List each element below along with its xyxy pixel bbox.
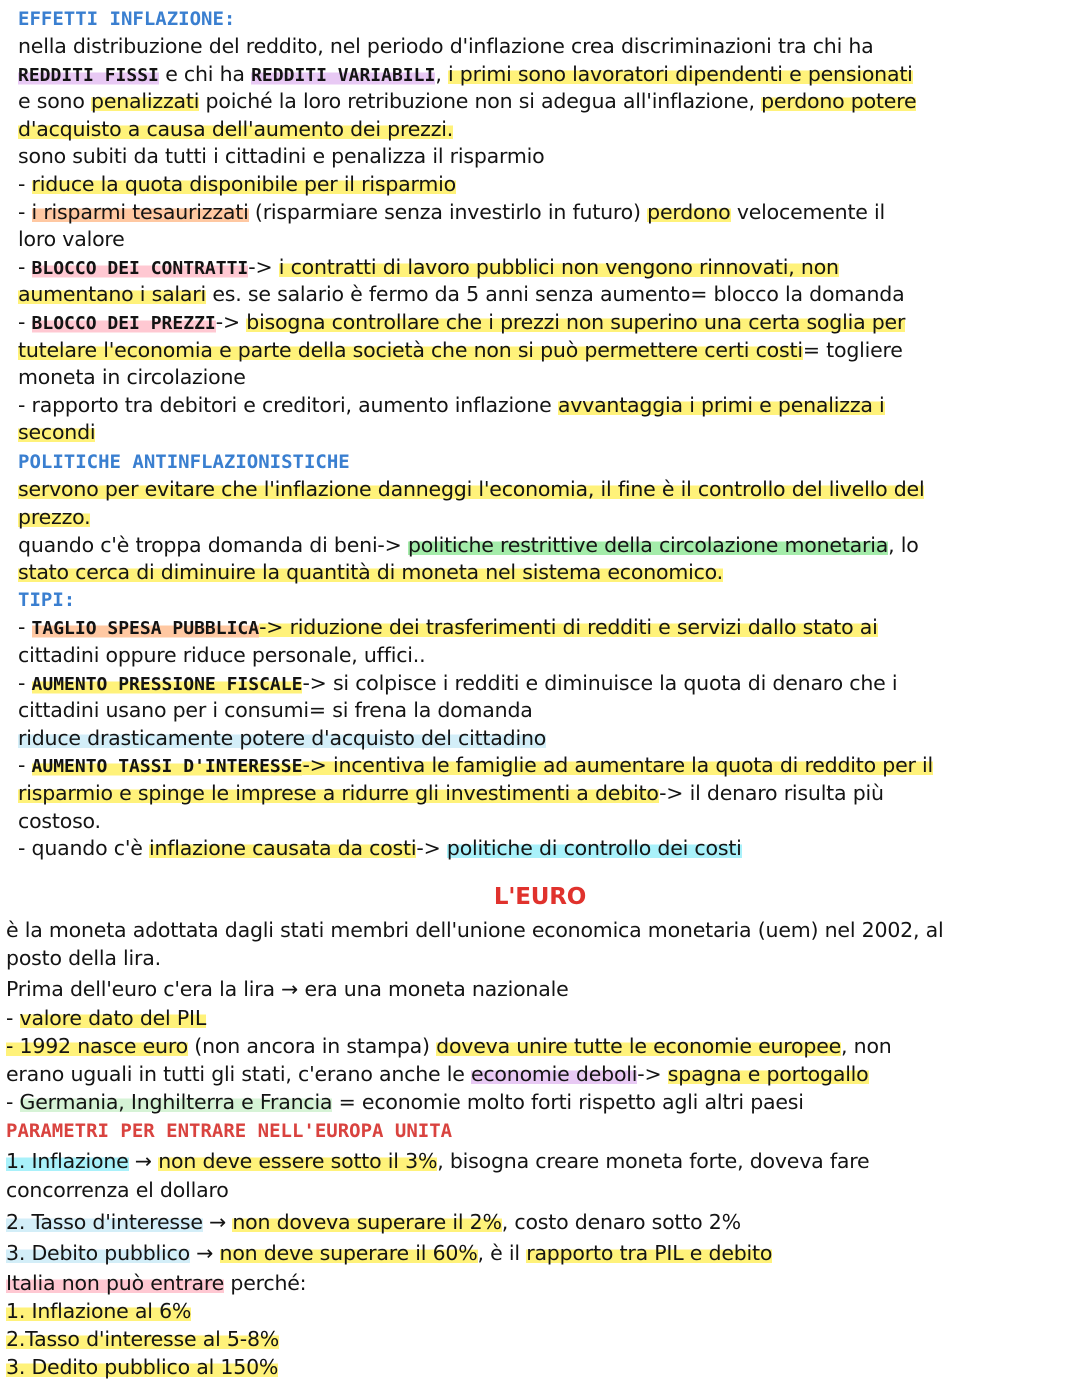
highlight: 1. Inflazione	[6, 1149, 129, 1173]
text: ->	[416, 836, 447, 860]
text-line	[6, 1240, 1064, 1267]
highlight: politiche di controllo dei costi	[446, 836, 742, 860]
highlight: Germania, Inghilterra e Francia	[19, 1090, 333, 1114]
highlight: risparmio e spinge le imprese a ridurre gli investimenti a debito	[18, 781, 660, 805]
highlight: 3. Debito pubblico	[6, 1241, 190, 1265]
text-line: moneta in circolazione	[18, 365, 246, 389]
text-line: posto della lira.	[6, 946, 161, 970]
text: , costo denaro sotto 2%	[501, 1210, 741, 1234]
text: -	[18, 753, 32, 777]
highlight: non doveva superare il 2%	[232, 1210, 502, 1234]
text-line	[6, 1326, 1064, 1353]
text: -	[18, 310, 32, 334]
text-line	[6, 1209, 1064, 1236]
text: erano uguali in tutti gli stati, c'erano anche le	[6, 1062, 471, 1086]
text-line	[18, 532, 1064, 559]
highlight: non deve essere sotto il 3%	[158, 1149, 438, 1173]
text: - rapporto tra debitori e creditori, aumento inflazione	[18, 393, 558, 417]
text-line	[6, 1061, 1064, 1088]
text: , bisogna creare moneta forte, doveva fare	[437, 1149, 870, 1173]
text-line: loro valore	[18, 227, 125, 251]
highlight: riduce drasticamente potere d'acquisto del cittadino	[18, 726, 547, 750]
highlight: servono per evitare che l'inflazione danneggi l'economia, il fine è il controllo del livello del	[18, 477, 925, 501]
text-line	[18, 171, 1064, 198]
text: velocemente il	[730, 200, 886, 224]
text-line: sono subiti da tutti i cittadini e penalizza il risparmio	[18, 144, 545, 168]
text-line	[18, 670, 1064, 698]
text-line	[18, 725, 1064, 752]
highlight: -> incentiva le famiglie ad aumentare la quota di reddito per il	[302, 753, 934, 777]
text: ,	[435, 62, 448, 86]
text-line	[18, 835, 1064, 862]
highlight: perdono potere	[761, 89, 917, 113]
text-line	[18, 614, 1064, 642]
highlight: riduce la quota disponibile per il risparmio	[31, 172, 456, 196]
text: ->	[215, 310, 247, 334]
highlight: i primi sono lavoratori dipendenti e pensionati	[447, 62, 913, 86]
highlight: inflazione causata da costi	[148, 836, 417, 860]
text: -	[18, 200, 32, 224]
text: -	[18, 172, 32, 196]
text: ->	[637, 1062, 668, 1086]
text: →	[128, 1149, 159, 1173]
highlight: doveva unire tutte le economie europee	[436, 1034, 842, 1058]
highlight: economie deboli	[470, 1062, 638, 1086]
text-line	[6, 1033, 1064, 1060]
highlight: 2.Tasso d'interesse al 5-8%	[6, 1327, 280, 1351]
text-line	[18, 780, 1064, 807]
text: -	[18, 671, 32, 695]
highlight: TAGLIO SPESA PUBBLICA	[31, 618, 260, 639]
text-line	[6, 1089, 1064, 1116]
highlight: stato cerca di diminuire la quantità di moneta nel sistema economico.	[18, 560, 723, 584]
highlight: rapporto tra PIL e debito	[526, 1241, 773, 1265]
subheading-tipi: TIPI:	[18, 589, 76, 611]
text: poiché la loro retribuzione non si adegua all'inflazione,	[199, 89, 762, 113]
text-line	[18, 419, 1064, 446]
highlight: spagna e portogallo	[667, 1062, 869, 1086]
highlight: 2. Tasso d'interesse	[6, 1210, 203, 1234]
section-title-effetti: EFFETTI INFLAZIONE:	[18, 8, 236, 30]
highlight: secondi	[18, 420, 96, 444]
text: , lo	[888, 533, 919, 557]
text: -> il denaro risulta più	[659, 781, 884, 805]
text: →	[202, 1210, 233, 1234]
text: -	[18, 255, 32, 279]
text-line: cittadini oppure riduce personale, uffici..	[18, 643, 426, 667]
text-line	[18, 254, 1064, 282]
text-line	[6, 1298, 1064, 1325]
text: -	[6, 1090, 20, 1114]
highlight: politiche restrittive della circolazione monetaria	[407, 533, 889, 557]
text-line: costoso.	[18, 809, 101, 833]
text: perché:	[224, 1271, 307, 1295]
highlight: penalizzati	[91, 89, 200, 113]
highlight: - 1992 nasce euro	[6, 1034, 188, 1058]
highlight: d'acquisto a causa dell'aumento dei prezzi.	[18, 117, 454, 141]
text-line	[18, 61, 1064, 89]
text: = togliere	[802, 338, 903, 362]
highlight: aumentano i salari	[18, 282, 207, 306]
text-line: nella distribuzione del reddito, nel periodo d'inflazione crea discriminazioni tra chi ha	[18, 34, 874, 58]
section-title-politiche: POLITICHE ANTINFLAZIONISTICHE	[18, 451, 350, 473]
highlight: 1. Inflazione al 6%	[6, 1299, 192, 1323]
text-line	[18, 309, 1064, 337]
text-line	[18, 559, 1064, 586]
text: (non ancora in stampa)	[187, 1034, 437, 1058]
highlight: BLOCCO DEI CONTRATTI	[31, 258, 249, 279]
text: e sono	[18, 89, 92, 113]
section-title-parametri: PARAMETRI PER ENTRARE NELL'EUROPA UNITA	[6, 1120, 453, 1142]
highlight: perdono	[647, 200, 731, 224]
text-line	[6, 1148, 1064, 1175]
highlight: non deve superare il 60%	[219, 1241, 478, 1265]
text-line: è la moneta adottata dagli stati membri dell'unione economica monetaria (uem) nel 2002, al	[6, 918, 944, 942]
text: - quando c'è	[18, 836, 149, 860]
text-line: cittadini usano per i consumi= si frena la domanda	[18, 698, 533, 722]
text-line	[18, 752, 1064, 780]
highlight: avvantaggia i primi e penalizza i	[557, 393, 885, 417]
text-line	[18, 504, 1064, 531]
highlight: REDDITI VARIABILI	[251, 65, 436, 86]
highlight: valore dato del PIL	[19, 1006, 207, 1030]
highlight: -> riduzione dei trasferimenti di redditi e servizi dallo stato ai	[259, 615, 878, 639]
text-line	[6, 1354, 1064, 1381]
text-line	[18, 88, 1064, 115]
text: quando c'è troppa domanda di beni->	[18, 533, 408, 557]
highlight: i risparmi tesaurizzati	[31, 200, 249, 224]
text-line	[18, 116, 1064, 143]
text: es. se salario è fermo da 5 anni senza aumento= blocco la domanda	[206, 282, 905, 306]
highlight: BLOCCO DEI PREZZI	[31, 313, 216, 334]
text: -	[6, 1006, 20, 1030]
text-line	[6, 1270, 1064, 1297]
text-line	[18, 337, 1064, 364]
highlight: REDDITI FISSI	[18, 65, 159, 86]
highlight: prezzo.	[18, 505, 91, 529]
text-line: concorrenza el dollaro	[6, 1178, 229, 1202]
text: -	[18, 615, 32, 639]
text: (risparmiare senza investirlo in futuro)	[248, 200, 648, 224]
text: , non	[841, 1034, 892, 1058]
highlight: AUMENTO PRESSIONE FISCALE	[31, 674, 303, 695]
highlight: Italia non può entrare	[6, 1271, 225, 1295]
highlight: AUMENTO TASSI D'INTERESSE	[31, 756, 303, 777]
highlight: i contratti di lavoro pubblici non vengono rinnovati, non	[278, 255, 839, 279]
text: = economie molto forti rispetto agli altri paesi	[332, 1090, 804, 1114]
highlight: 3. Dedito pubblico al 150%	[6, 1355, 279, 1379]
text-line: Prima dell'euro c'era la lira → era una moneta nazionale	[6, 977, 569, 1001]
section-title-euro: L'EURO	[493, 884, 587, 910]
text: e chi ha	[158, 62, 252, 86]
highlight: bisogna controllare che i prezzi non superino una certa soglia per	[246, 310, 906, 334]
text: -> si colpisce i redditi e diminuisce la quota di denaro che i	[302, 671, 898, 695]
text-line	[18, 392, 1064, 419]
text: ->	[248, 255, 279, 279]
highlight: tutelare l'economia e parte della società che non si può permettere certi costi	[18, 338, 803, 362]
text-line	[18, 476, 1064, 503]
text: , è il	[477, 1241, 527, 1265]
text-line	[18, 199, 1064, 226]
text: →	[189, 1241, 220, 1265]
text-line	[6, 1005, 1064, 1032]
text-line	[18, 281, 1064, 308]
